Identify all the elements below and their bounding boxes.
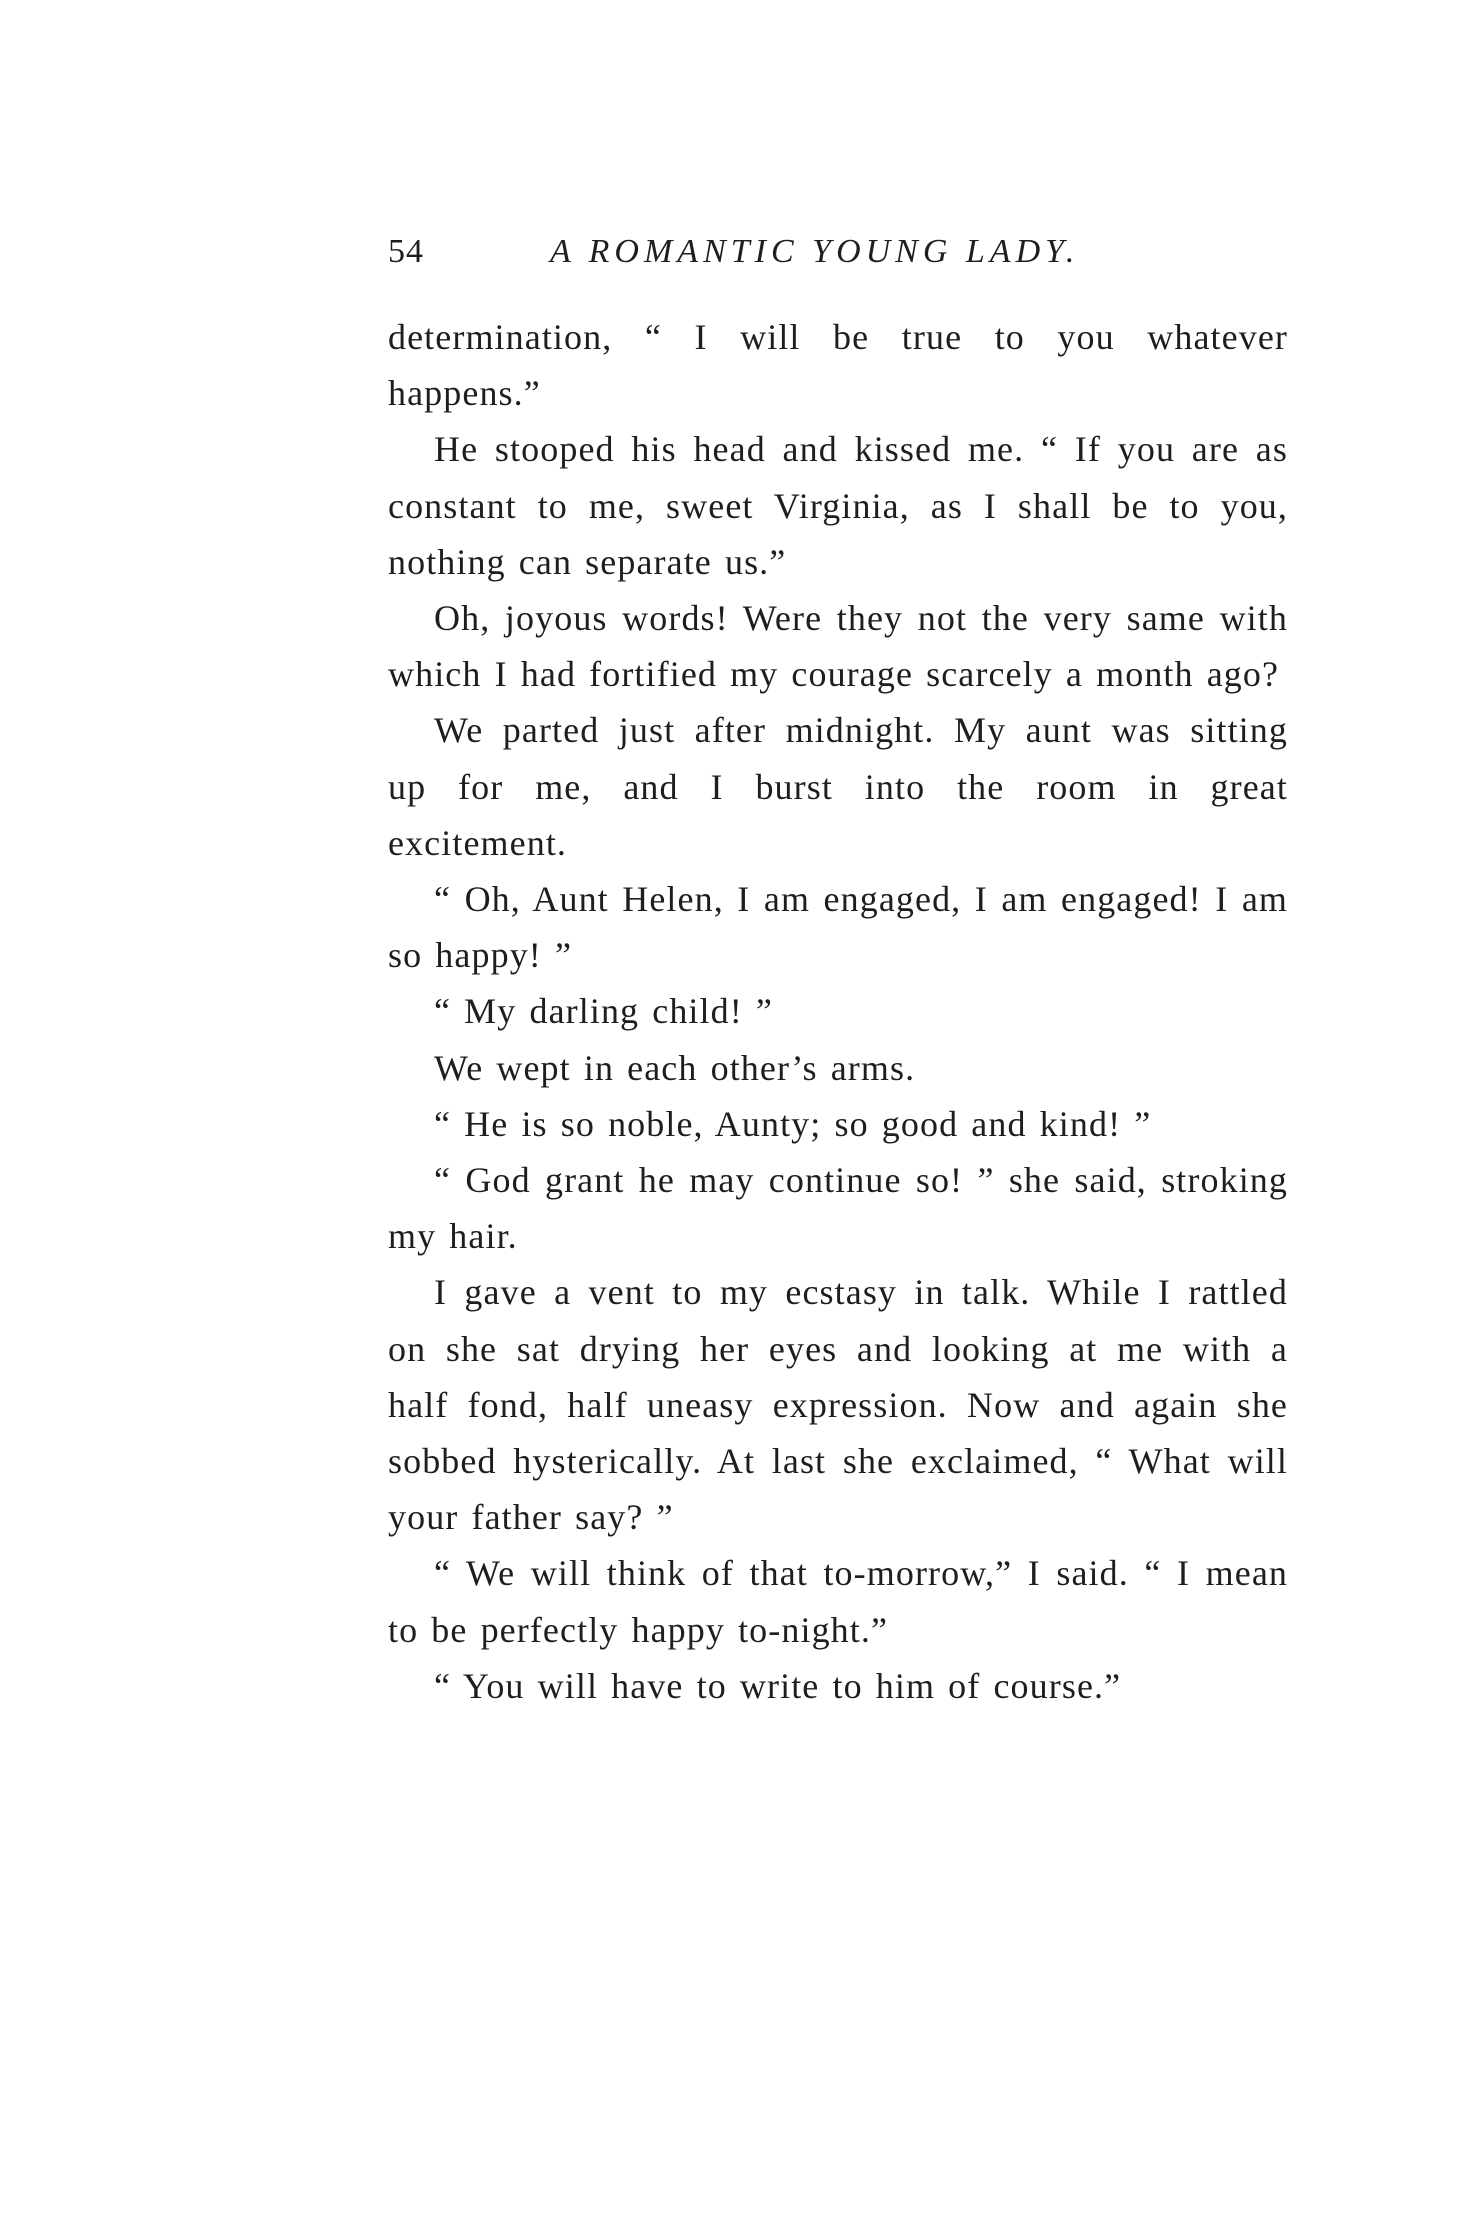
running-title: A ROMANTIC YOUNG LADY.: [550, 233, 1080, 270]
paragraph: I gave a vent to my ecstasy in talk. While I rattled on she sat drying her eyes and looking at me with a half fond, half uneasy expression. Now and again she sobbed hysterically. At last she exclaimed, “ What will your father say? ”: [388, 1272, 1288, 1538]
paragraph: We wept in each other’s arms.: [434, 1047, 916, 1088]
paragraph: “ My darling child! ”: [434, 991, 774, 1032]
paragraph-continuation: determination, “ I will be true to you whatever happens.”: [388, 317, 1288, 414]
page-number: 54: [388, 233, 424, 270]
paragraph: Oh, joyous words! Were they not the very same with which I had fortified my courage scarcely a month ago?: [388, 598, 1288, 695]
paragraph: “ We will think of that to-morrow,” I said. “ I mean to be perfectly happy to-night.”: [388, 1553, 1288, 1650]
paragraph: “ You will have to write to him of course.”: [434, 1665, 1122, 1706]
paragraph: “ He is so noble, Aunty; so good and kind! ”: [434, 1103, 1152, 1144]
body-text: [388, 309, 1288, 1714]
paragraph: We parted just after midnight. My aunt was sitting up for me, and I burst into the room in great excitement.: [388, 710, 1288, 863]
paragraph: “ Oh, Aunt Helen, I am engaged, I am engaged! I am so happy! ”: [388, 879, 1288, 976]
running-head: [388, 222, 1288, 282]
paragraph: “ God grant he may continue so! ” she said, stroking my hair.: [388, 1160, 1288, 1257]
paragraph: He stooped his head and kissed me. “ If you are as constant to me, sweet Virginia, as I shall be to you, nothing can separate us.”: [388, 429, 1288, 582]
